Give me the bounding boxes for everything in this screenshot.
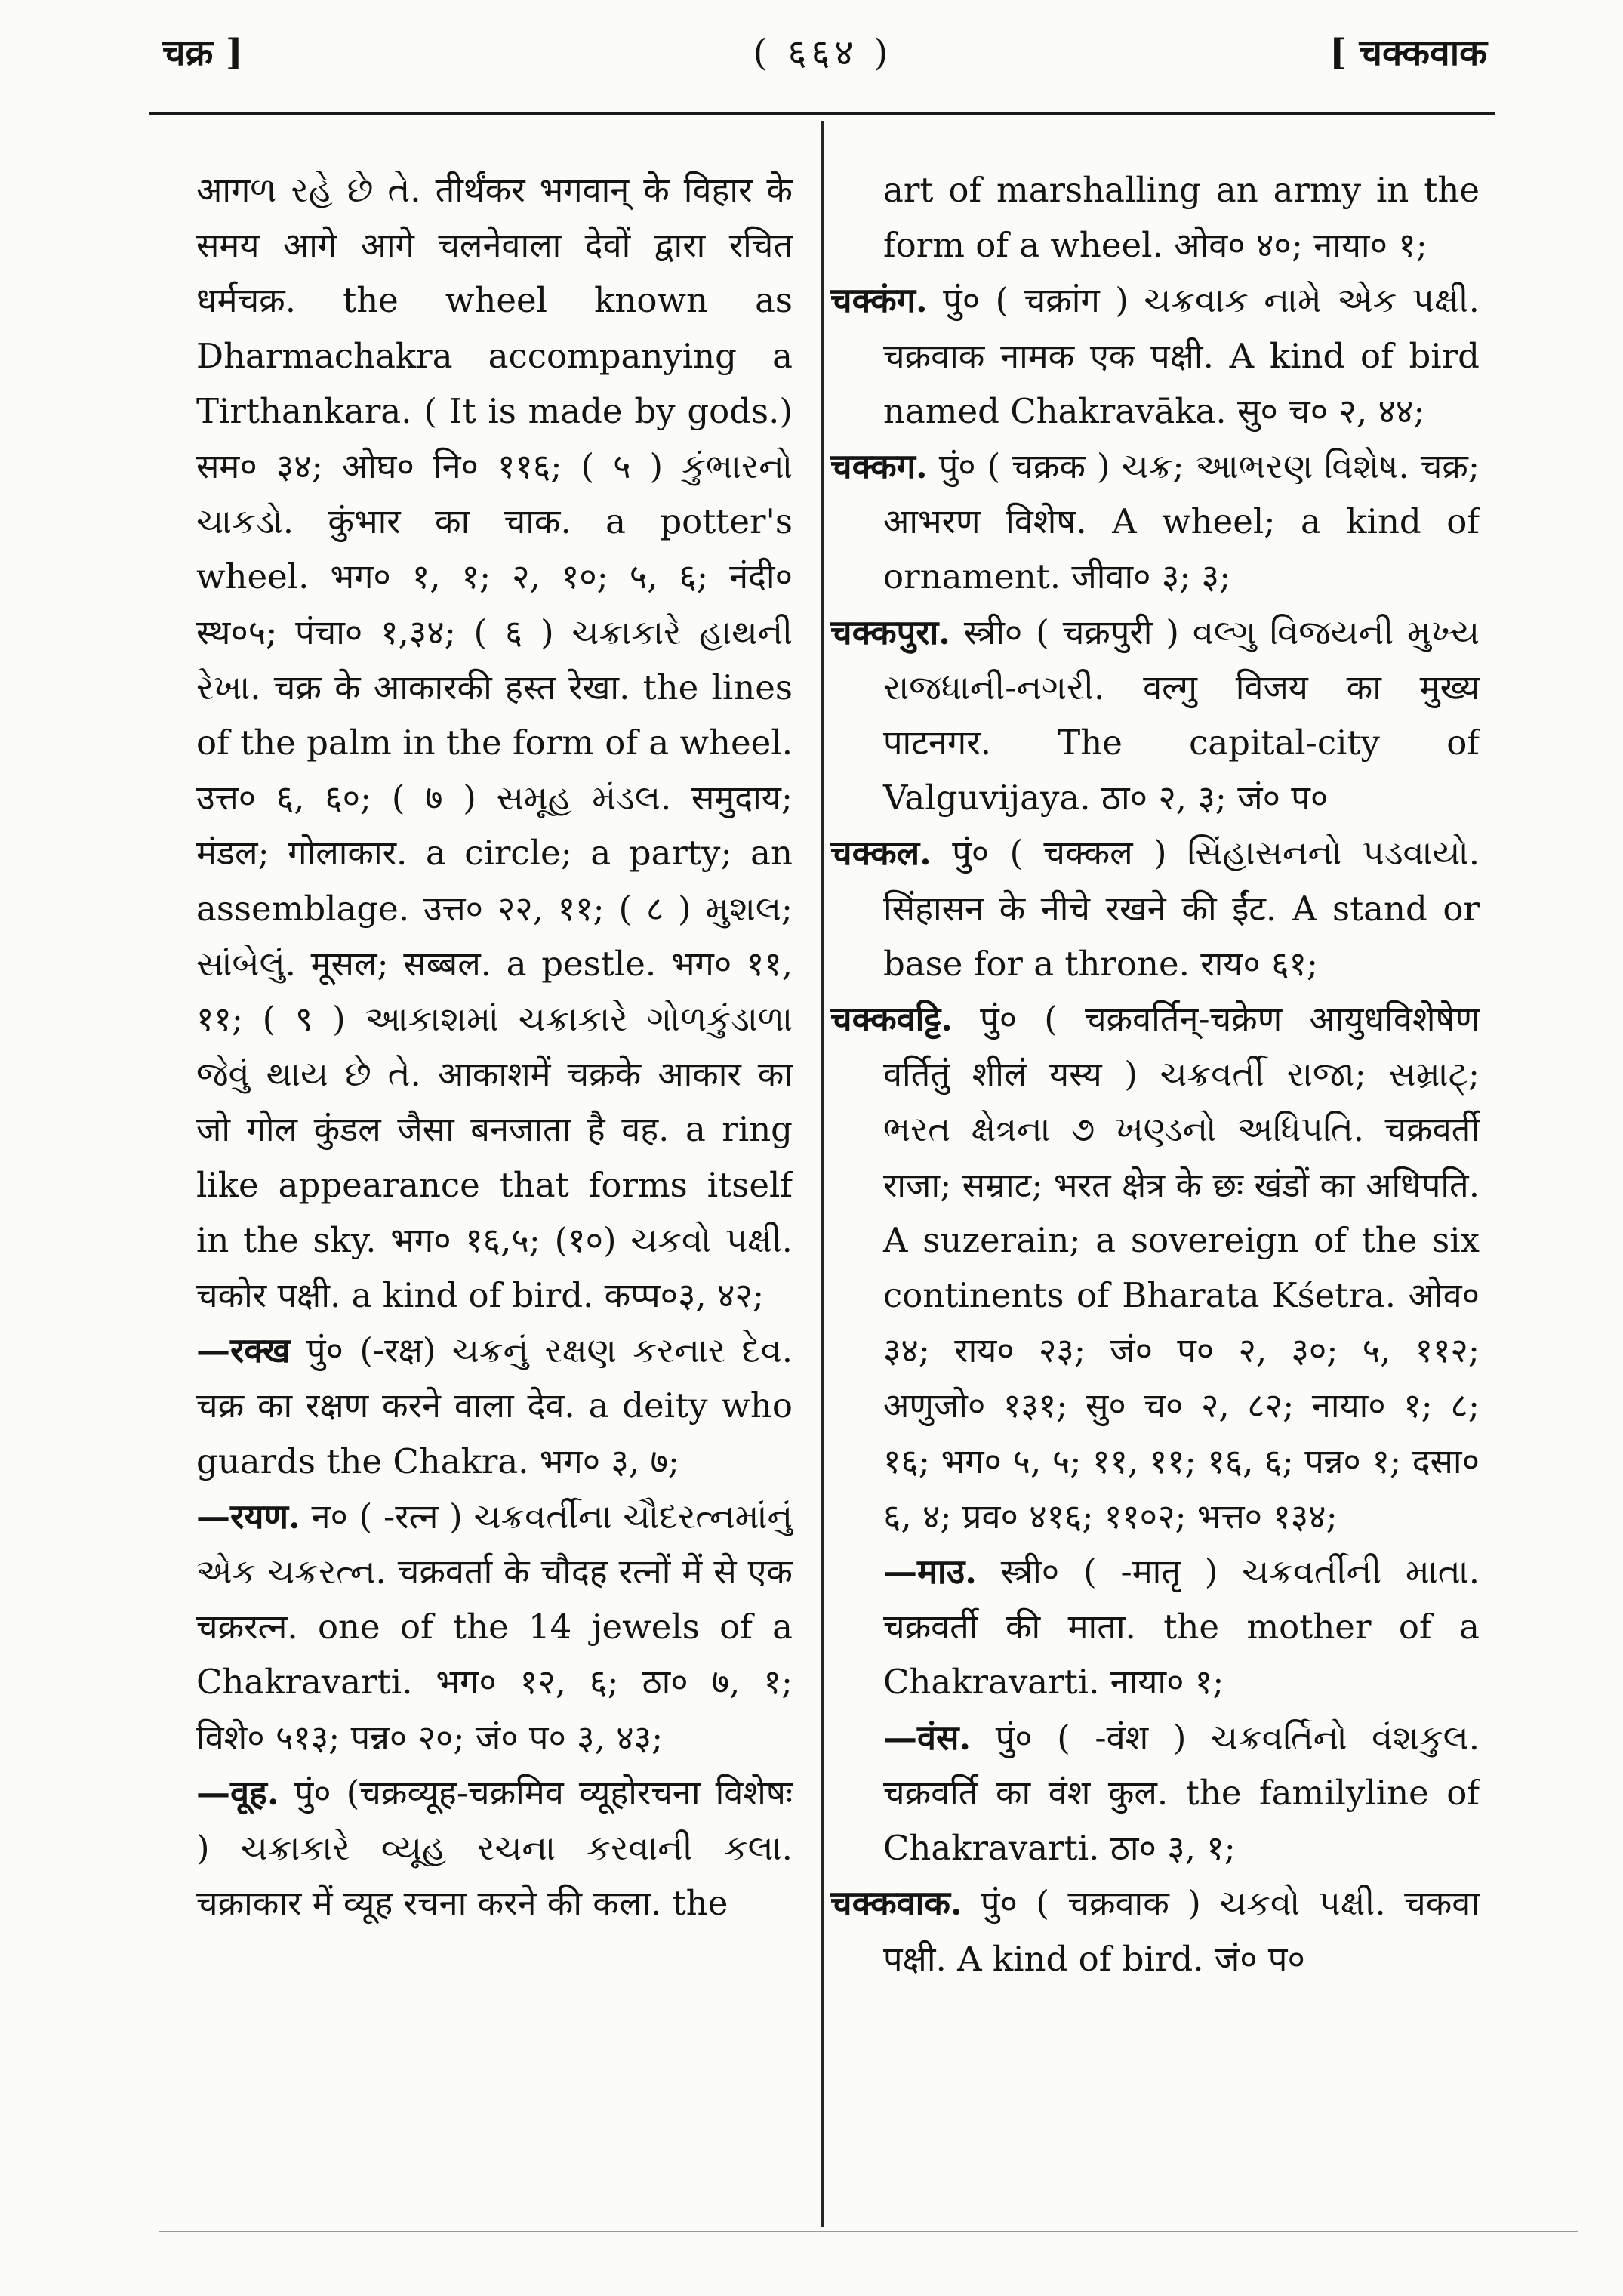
entry-headword: चक्कपुरा.: [830, 612, 950, 652]
column-divider: [821, 121, 824, 2227]
page-number: ( ६६४ ): [753, 32, 893, 74]
dictionary-subentry: —वूह. पुं० (चक्रव्यूह-चक्रमिव व्यूहोरचना विशेषः ) ચક્રાકારે વ્યૂહ રચના કરવાની કલા. चक्राकार में व्यूह रचना करने की कला. the: [196, 1772, 793, 1924]
right-column: [830, 162, 1480, 2224]
header-rule: [149, 112, 1495, 115]
dictionary-subentry: —वंस. पुं० ( -वंश ) ચક્રવર્તિનો વંશકુલ. चक्रवर्ति का वंश कुल. the familyline of Chakravarti. ठा० ३, १;: [883, 1717, 1480, 1869]
left-column: [196, 162, 793, 2224]
dictionary-entry: चक्कंग. पुं० ( चक्रांग ) ચક્રવાક નામે એક પક્ષી. चक्रवाक नामक एक पक्षी. A kind of bird named Chakravāka. सु० च० २, ४४;: [830, 280, 1480, 431]
dictionary-subentry: —माउ. स्त्री० ( -मातृ ) ચક્રવર્તીની માતા. चक्रवर्ती की माता. the mother of a Chakravarti. नाया० १;: [883, 1552, 1480, 1703]
dictionary-subentry: —रक्ख पुं० (-रक्ष) ચક્રનું રક્ષણ કરનાર દેવ. चक्र का रक्षण करने वाला देव. a deity who guards the Chakra. भग० ३, ७;: [196, 1330, 793, 1481]
entry-headword: —वूह.: [196, 1772, 279, 1813]
entry-headword: —रक्ख: [196, 1330, 291, 1371]
running-head-right: [ चक्कवाक: [1329, 32, 1487, 74]
entry-headword: चक्कंग.: [830, 280, 928, 321]
dictionary-entry: चक्कपुरा. स्त्री० ( चक्रपुरी ) વલ્ગુ વિજયની મુખ્ય રાજધાની-નગરી. वल्गु विजय का मुख्य पाटनगर. The capital-city of Valguvijaya. ठा० २, ३; जं० प०: [830, 612, 1480, 818]
entry-headword: चक्कवाक.: [830, 1883, 962, 1924]
dictionary-entry: चक्कल. पुं० ( चक्कल ) સિંહાસનનો પડવાયો. सिंहासन के नीचे रखने की ईंट. A stand or base for a throne. राय० ६१;: [830, 833, 1480, 984]
entry-headword: —रयण.: [196, 1496, 300, 1536]
dictionary-entry: चक्कवाक. पुं० ( चक्रवाक ) ચકવો પક્ષી. चकवा पक्षी. A kind of bird. जं० प०: [830, 1883, 1480, 1979]
entry-headword: चक्कवट्टि.: [830, 999, 953, 1040]
footer-rule: [159, 2231, 1578, 2232]
dictionary-entry-continuation: art of marshalling an army in the form of a wheel. ओव० ४०; नाया० १;: [883, 170, 1480, 266]
dictionary-entry: आगળ રહે છે તે. तीर्थंकर भगवान् के विहार के समय आगे आगे चलनेवाला देवों द्वारा रचित धर्मचक्र. the wheel known as Dharmachakra accompanying a Tirthankara. ( It is made by gods.) सम० ३४; ओघ० नि० ११६; ( ५ ) કુંભારનો ચાકડો. कुंभार का चाक. a potter's wheel. भग० १, १; २, १०; ५, ६; नंदी० स्थ०५; पंचा० १,३४; ( ६ ) ચક્રાકારે હાથની રેખા. चक्र के आकारकी हस्त रेखा. the lines of the palm in the form of a wheel. उत्त० ६, ६०; ( ७ ) સમૂહ મંડલ. समुदाय; मंडल; गोलाकार. a circle; a party; an assemblage. उत्त० २२, ११; ( ८ ) મુશલ; સાંબેલું. मूसल; सब्बल. a pestle. भग० ११, ११; ( ९ ) આકાશમાં ચક્રાકારે ગોળકુંડાળા જેવું થાય છે તે. आकाशमें चक्रके आकार का जो गोल कुंडल जैसा बनजाता है वह. a ring like appearance that forms itself in the sky. भग० १६,५; (१०) ચકવો પક્ષી. चकोर पक्षी. a kind of bird. कप्प०३, ४२;: [196, 170, 793, 1316]
entry-headword: —वंस.: [883, 1717, 972, 1758]
dictionary-subentry: —रयण. न० ( -रत्न ) ચક્રવર્તીના ચૌદરત્નમાંનું એક ચક્રરત્ન. चक्रवर्ता के चौदह रत्नों में से एक चक्ररत्न. one of the 14 jewels of a Chakravarti. भग० १२, ६; ठा० ७, १; विशे० ५१३; पन्न० २०; जं० प० ३, ४३;: [196, 1496, 793, 1758]
dictionary-entry: चक्कवट्टि. पुं० ( चक्रवर्तिन्-चक्रेण आयुधविशेषेण वर्तितुं शीलं यस्य ) ચક્રવર્તી રાજા; સમ્રાટ્; ભરત ક્ષેત્રના ૭ ખણ્ડનો અધિપતિ. चक्रवर्ती राजा; सम्राट; भरत क्षेत्र के छः खंडों का अधिपति. A suzerain; a sovereign of the six continents of Bharata Kśetra. ओव० ३४; राय० २३; जं० प० २, ३०; ५, ११२; अणुजो० १३१; सु० च० २, ८२; नाया० १; ८; १६; भग० ५, ५; ११, ११; १६, ६; पन्न० १; दसा० ६, ४; प्रव० ४१६; ११०२; भत्त० १३४;: [830, 999, 1480, 1536]
entry-headword: —माउ.: [883, 1552, 977, 1592]
running-head-left: चक्र ]: [162, 32, 243, 74]
entry-headword: चक्कग.: [830, 446, 928, 487]
entry-headword: चक्कल.: [830, 833, 932, 874]
dictionary-entry: चक्कग. पुं० ( चक्रक ) ચક્ર; આભરણ વિશેષ. चक्र; आभरण विशेष. A wheel; a kind of ornament. जीवा० ३; ३;: [830, 446, 1480, 597]
